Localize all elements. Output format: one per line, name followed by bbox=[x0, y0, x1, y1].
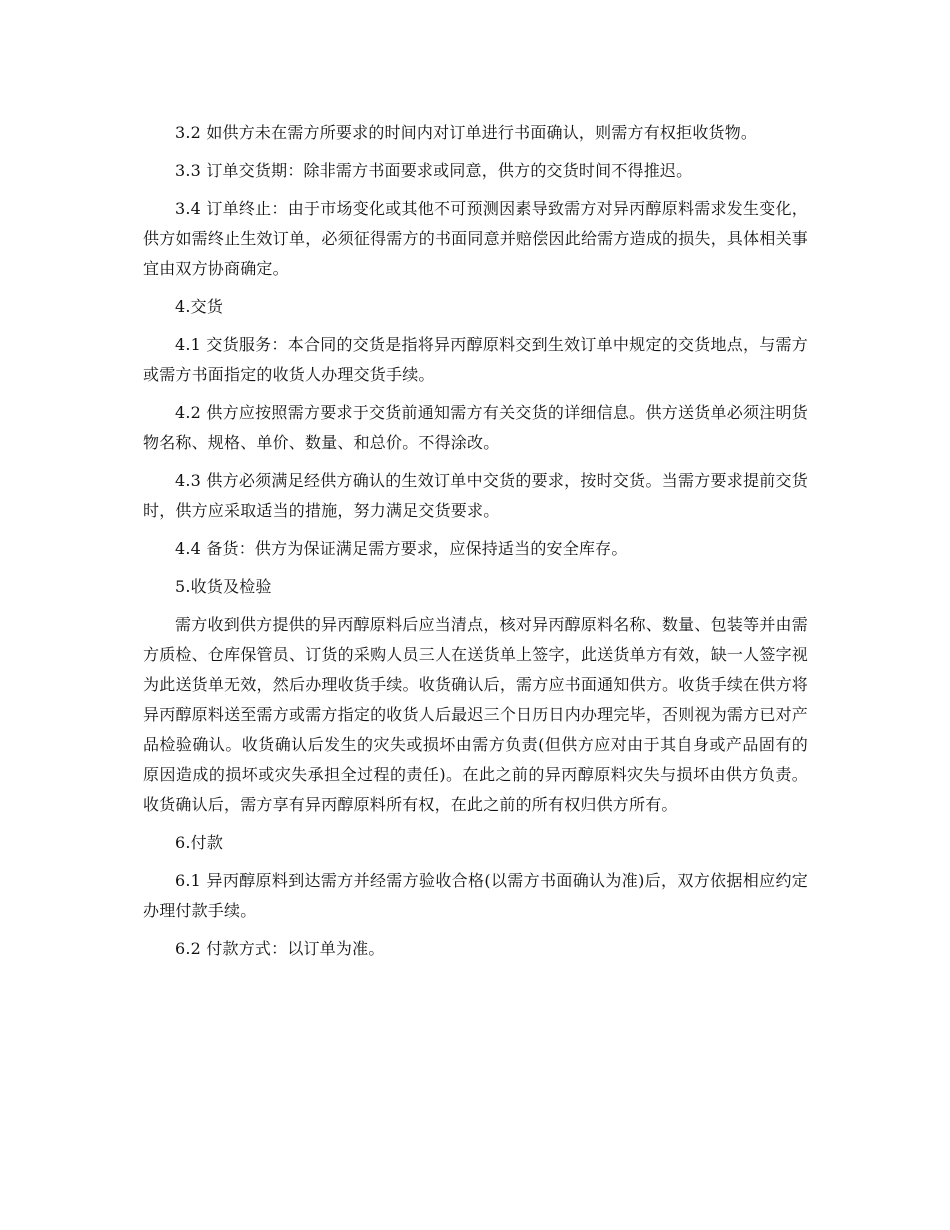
clause-3-3: 3.3 订单交货期：除非需方书面要求或同意，供方的交货时间不得推迟。 bbox=[175, 161, 693, 180]
clause-4-1: 4.1 交货服务：本合同的交货是指将异丙醇原料交到生效订单中规定的交货地点，与需方或需方书面指定的收货人办理交货手续。 bbox=[143, 335, 808, 384]
clause-4-4: 4.4 备货：供方为保证满足需方要求，应保持适当的安全库存。 bbox=[175, 539, 628, 558]
document-body bbox=[143, 118, 808, 972]
section-heading-payment: 6.付款 bbox=[175, 833, 224, 852]
section-heading-delivery: 4.交货 bbox=[175, 297, 224, 316]
clause-3-2: 3.2 如供方未在需方所要求的时间内对订单进行书面确认，则需方有权拒收货物。 bbox=[175, 123, 758, 142]
clause-4-2: 4.2 供方应按照需方要求于交货前通知需方有关交货的详细信息。供方送货单必须注明货物名称、规格、单价、数量、和总价。不得涂改。 bbox=[143, 403, 808, 452]
clause-4-3: 4.3 供方必须满足经供方确认的生效订单中交货的要求，按时交货。当需方要求提前交货时，供方应采取适当的措施，努力满足交货要求。 bbox=[143, 471, 808, 520]
clause-5-body: 需方收到供方提供的异丙醇原料后应当清点，核对异丙醇原料名称、数量、包装等并由需方质检、仓库保管员、订货的采购人员三人在送货单上签字，此送货单方有效，缺一人签字视为此送货单无效，然后办理收货手续。收货确认后，需方应书面通知供方。收货手续在供方将异丙醇原料送至需方或需方指定的收货人后最迟三个日历日内办理完毕，否则视为需方已对产品检验确认。收货确认后发生的灾失或损坏由需方负责(但供方应对由于其自身或产品固有的原因造成的损坏或灾失承担全过程的责任)。在此之前的异丙醇原料灾失与损坏由供方负责。收货确认后，需方享有异丙醇原料所有权，在此之前的所有权归供方所有。 bbox=[143, 615, 808, 814]
clause-3-4: 3.4 订单终止：由于市场变化或其他不可预测因素导致需方对异丙醇原料需求发生变化，供方如需终止生效订单，必须征得需方的书面同意并赔偿因此给需方造成的损失，具体相关事宜由双方协商确定。 bbox=[143, 199, 808, 278]
clause-6-2: 6.2 付款方式：以订单为准。 bbox=[175, 939, 385, 958]
clause-6-1: 6.1 异丙醇原料到达需方并经需方验收合格(以需方书面确认为准)后，双方依据相应约定办理付款手续。 bbox=[143, 871, 808, 920]
section-heading-receiving: 5.收货及检验 bbox=[175, 577, 272, 596]
